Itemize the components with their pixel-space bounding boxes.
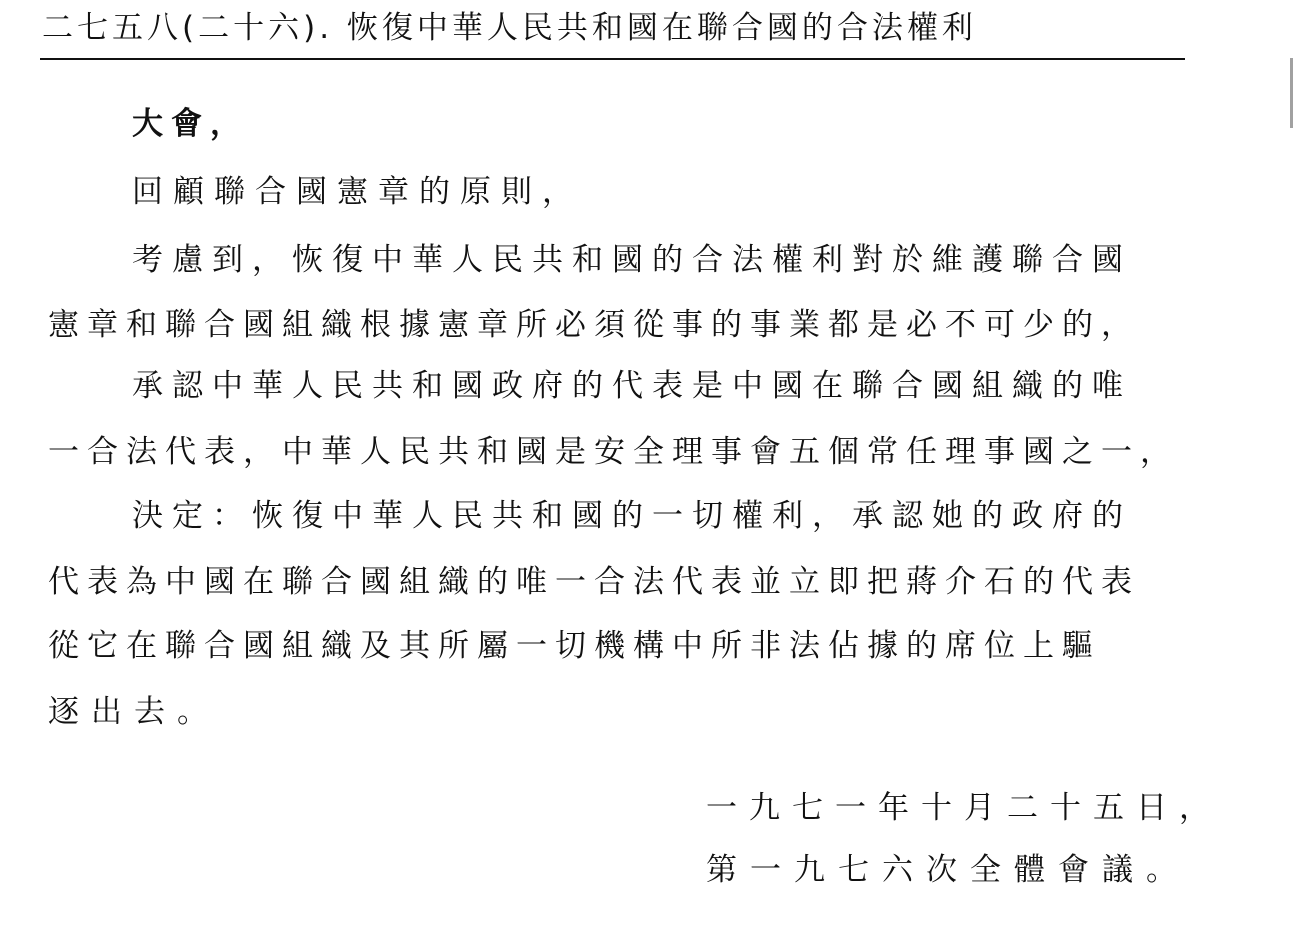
- resolution-title: 二七五八(二十六). 恢復中華人民共和國在聯合國的合法權利: [42, 10, 977, 46]
- paragraph-line-1: 大會，: [132, 106, 249, 142]
- paragraph-line-5: 承認中華人民共和國政府的代表是中國在聯合國組織的唯: [132, 368, 1132, 404]
- paragraph-line-4: 憲章和聯合國組織根據憲章所必須從事的事業都是必不可少的，: [48, 307, 1140, 343]
- paragraph-line-10: 逐出去。: [48, 694, 220, 730]
- scan-edge-mark: [1290, 58, 1293, 128]
- title-underline: [40, 58, 1185, 60]
- resolution-date: 一九七一年十月二十五日，: [706, 790, 1222, 826]
- paragraph-line-3: 考慮到，恢復中華人民共和國的合法權利對於維護聯合國: [132, 242, 1132, 278]
- paragraph-line-6: 一合法代表，中華人民共和國是安全理事會五個常任理事國之一，: [48, 434, 1179, 470]
- paragraph-line-2: 回顧聯合國憲章的原則，: [132, 174, 583, 210]
- paragraph-line-9: 從它在聯合國組織及其所屬一切機構中所非法佔據的席位上驅: [48, 628, 1101, 664]
- paragraph-line-8: 代表為中國在聯合國組織的唯一合法代表並立即把蔣介石的代表: [48, 564, 1140, 600]
- meeting-number: 第一九七六次全體會議。: [706, 852, 1190, 888]
- paragraph-line-7: 決定：恢復中華人民共和國的一切權利，承認她的政府的: [132, 498, 1132, 534]
